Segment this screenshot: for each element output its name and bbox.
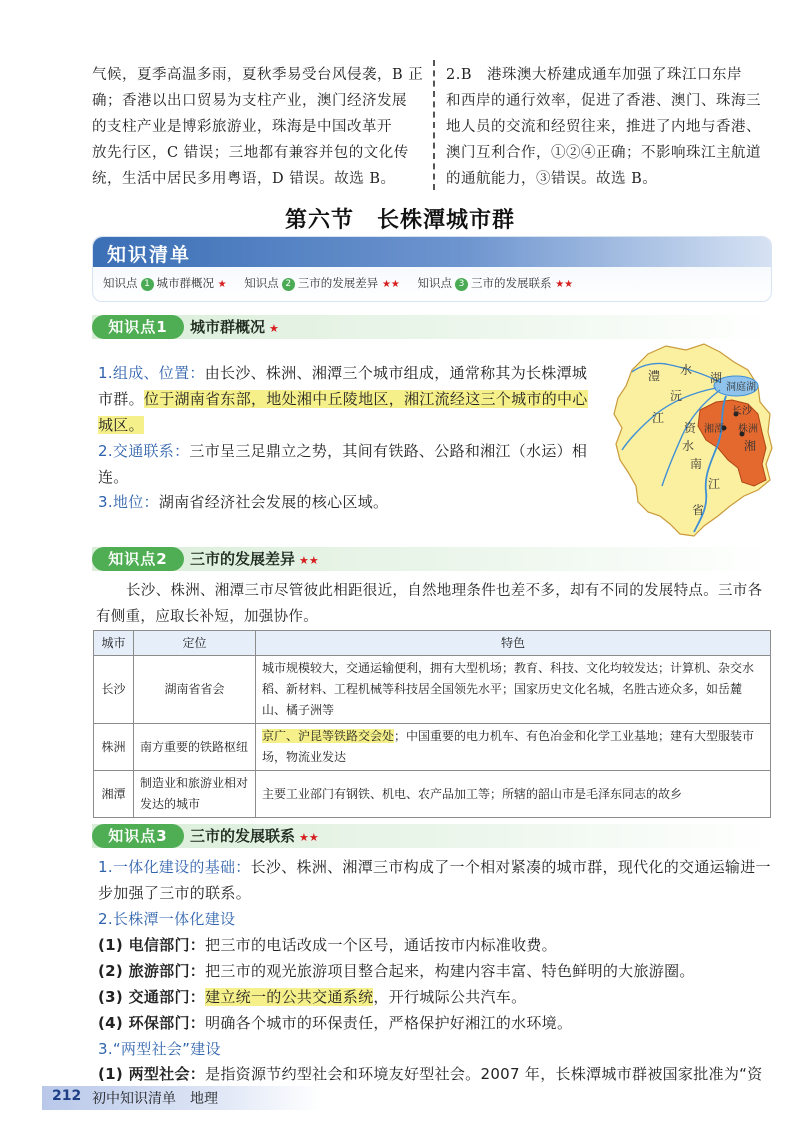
kp1-label-3: 3.地位： — [98, 493, 159, 511]
table-cell-city: 湘潭 — [94, 771, 134, 818]
table-cell-feature: 城市规模较大，交通运输便利，拥有大型机场；教育、科技、文化均较发达；计算机、杂交水稻、新材料、工程机械等科技居全国领先水平；国家历史文化名城，名胜古迹众多，如岳麓山、橘子洲等 — [256, 656, 771, 724]
text-line: 和西岸的通行效率，促进了香港、澳门、珠海三 — [446, 93, 761, 109]
table-header-cell: 定位 — [134, 631, 256, 656]
text-line: 2.B 港珠澳大桥建成通车加强了珠江口东岸 — [446, 67, 742, 83]
map-label: 澧 — [648, 369, 661, 383]
text-line: 统，生活中居民多用粤语，D 错误。故选 B。 — [92, 171, 396, 187]
map-label: 省 — [692, 503, 705, 517]
table-cell-city: 长沙 — [94, 656, 134, 724]
star-icon: ★ — [269, 322, 279, 335]
text-line: 澳门互利合作，①②④正确；不影响珠江主航道 — [446, 145, 761, 161]
knowledge-list-box — [92, 236, 772, 302]
map-label: 湖 — [710, 371, 723, 385]
knowledge-list-item[interactable]: 知识点 3 三市的发展联系 ★★ — [417, 276, 574, 290]
kp3-label-2: 2.长株潭一体化建设 — [98, 910, 236, 928]
kp2-tag: 知识点2 — [92, 547, 184, 571]
table-cell-position: 湖南省省会 — [134, 656, 256, 724]
kp3-label-1: 1.一体化建设的基础： — [98, 858, 251, 876]
table-header-cell: 城市 — [94, 631, 134, 656]
page-number: 212 — [52, 1088, 82, 1104]
section-title: 第六节 长株潭城市群 — [284, 208, 515, 233]
table-header-cell: 特色 — [256, 631, 771, 656]
knowledge-list-item[interactable]: 知识点 2 三市的发展差异 ★★ — [244, 276, 400, 290]
book-title: 初中知识清单 地理 — [92, 1091, 218, 1107]
map-label: 江 — [652, 411, 665, 425]
map-label: 湘潭 — [704, 424, 724, 435]
map-label: 资 — [684, 421, 697, 435]
kp3-para-3: (1) 两型社会：是指资源节约型社会和环境友好型社会。2007 年，长株潭城市群被国家批准为“资 — [98, 1065, 763, 1083]
table-cell-city: 株洲 — [94, 724, 134, 771]
map-label: 洞庭湖 — [726, 382, 756, 393]
kp1-header — [92, 315, 772, 339]
map-label: 湘 — [744, 439, 757, 453]
map-label: 长沙 — [732, 406, 752, 417]
kp1-label-1: 1.组成、位置： — [98, 364, 205, 382]
kp1-para-2: 2.交通联系：三市呈三足鼎立之势，其间有铁路、公路和湘江（水运）相连。 — [98, 442, 588, 486]
star-icon: ★★ — [299, 554, 319, 567]
kp3-header — [92, 824, 772, 848]
kp3-tag: 知识点3 — [92, 824, 184, 848]
highlighted-text: 建立统一的公共交通系统 — [205, 988, 374, 1006]
star-icon: ★★ — [555, 279, 574, 290]
map-label: 株洲 — [738, 424, 758, 435]
highlighted-text: 京广、沪昆等铁路交会处 — [262, 729, 395, 743]
kp3-label-3: 3.“两型社会”建设 — [98, 1040, 221, 1058]
table-row — [94, 771, 771, 818]
map-label: 水 — [680, 363, 693, 377]
text-line: 的通航能力，③错误。故选 B。 — [446, 171, 658, 187]
kp1-para-1: 1.组成、位置：由长沙、株洲、湘潭三个城市组成，通常称其为长株潭城市群。位于湖南省东部，地处湘中丘陵地区，湘江流经这三个城市的中心城区。 — [98, 364, 588, 434]
map-label: 沅 — [670, 389, 683, 403]
table-header-row — [94, 631, 771, 656]
table-cell-position: 制造业和旅游业相对发达的城市 — [134, 771, 256, 818]
cities-table — [93, 630, 771, 818]
knowledge-list-title: 知识清单 — [107, 244, 192, 266]
text-line: 确；香港以出口贸易为支柱产业，澳门经济发展 — [92, 93, 407, 109]
list-item: (2) 旅游部门：把三市的观光旅游项目整合起来，构建内容丰富、特色鲜明的大旅游圈。 — [98, 962, 695, 980]
kp1-para-3: 3.地位：湖南省经济社会发展的核心区域。 — [98, 493, 389, 511]
kp1-title: 城市群概况 — [190, 318, 266, 336]
kp2-title: 三市的发展差异 — [190, 550, 296, 568]
kp2-intro: 长沙、株洲、湘潭三市尽管彼此相距很近，自然地理条件也差不多，却有不同的发展特点。三市各有侧重，应取长补短，加强协作。 — [96, 583, 763, 625]
hunan-map — [608, 340, 776, 540]
highlighted-text: 位于湖南省东部，地处湘中丘陵地区，湘江流经这三个城市的中心城区。 — [98, 390, 588, 434]
table-row — [94, 656, 771, 724]
text-line: 地人员的交流和经贸往来，推进了内地与香港、 — [446, 119, 761, 135]
list-item: (1) 电信部门：把三市的电话改成一个区号，通话按市内标准收费。 — [98, 936, 557, 954]
table-cell-feature: 主要工业部门有钢铁、机电、农产品加工等；所辖的韶山市是毛泽东同志的故乡 — [256, 771, 771, 818]
kp3-para-1: 1.一体化建设的基础：长沙、株洲、湘潭三市构成了一个相对紧凑的城市群，现代化的交通运输进一步加强了三市的联系。 — [98, 858, 771, 902]
column-divider — [433, 60, 435, 190]
table-cell-position: 南方重要的铁路枢纽 — [134, 724, 256, 771]
star-icon: ★ — [217, 279, 227, 290]
table-cell-feature: 京广、沪昆等铁路交会处；中国重要的电力机车、有色冶金和化学工业基地；建有大型服装市场，物流业发达 — [256, 724, 771, 771]
kp3-item-list — [98, 932, 774, 1036]
map-label: 江 — [708, 477, 721, 491]
list-item: (3) 交通部门：建立统一的公共交通系统，开行城际公共汽车。 — [98, 988, 527, 1006]
top-right-column — [446, 62, 776, 192]
star-icon: ★★ — [299, 831, 319, 844]
table-row — [94, 724, 771, 771]
knowledge-list-item[interactable]: 知识点 1 城市群概况 ★ — [103, 276, 227, 290]
kp1-tag: 知识点1 — [92, 315, 184, 339]
text-line: 气候，夏季高温多雨，夏秋季易受台风侵袭，B 正 — [92, 67, 424, 83]
text-line: 的支柱产业是博彩旅游业，珠海是中国改革开 — [92, 119, 392, 135]
knowledge-list-items — [103, 275, 587, 291]
kp2-header — [92, 547, 772, 571]
list-item: (4) 环保部门：明确各个城市的环保责任，严格保护好湘江的水环境。 — [98, 1014, 573, 1032]
kp3-title: 三市的发展联系 — [190, 827, 296, 845]
top-left-column — [92, 62, 428, 192]
map-label: 南 — [690, 457, 703, 471]
text-line: 放先行区，C 错误；三地都有兼容并包的文化传 — [92, 145, 409, 161]
map-label: 水 — [682, 439, 695, 453]
kp1-label-2: 2.交通联系： — [98, 442, 190, 460]
star-icon: ★★ — [381, 279, 400, 290]
knowledge-list-header — [93, 237, 771, 267]
